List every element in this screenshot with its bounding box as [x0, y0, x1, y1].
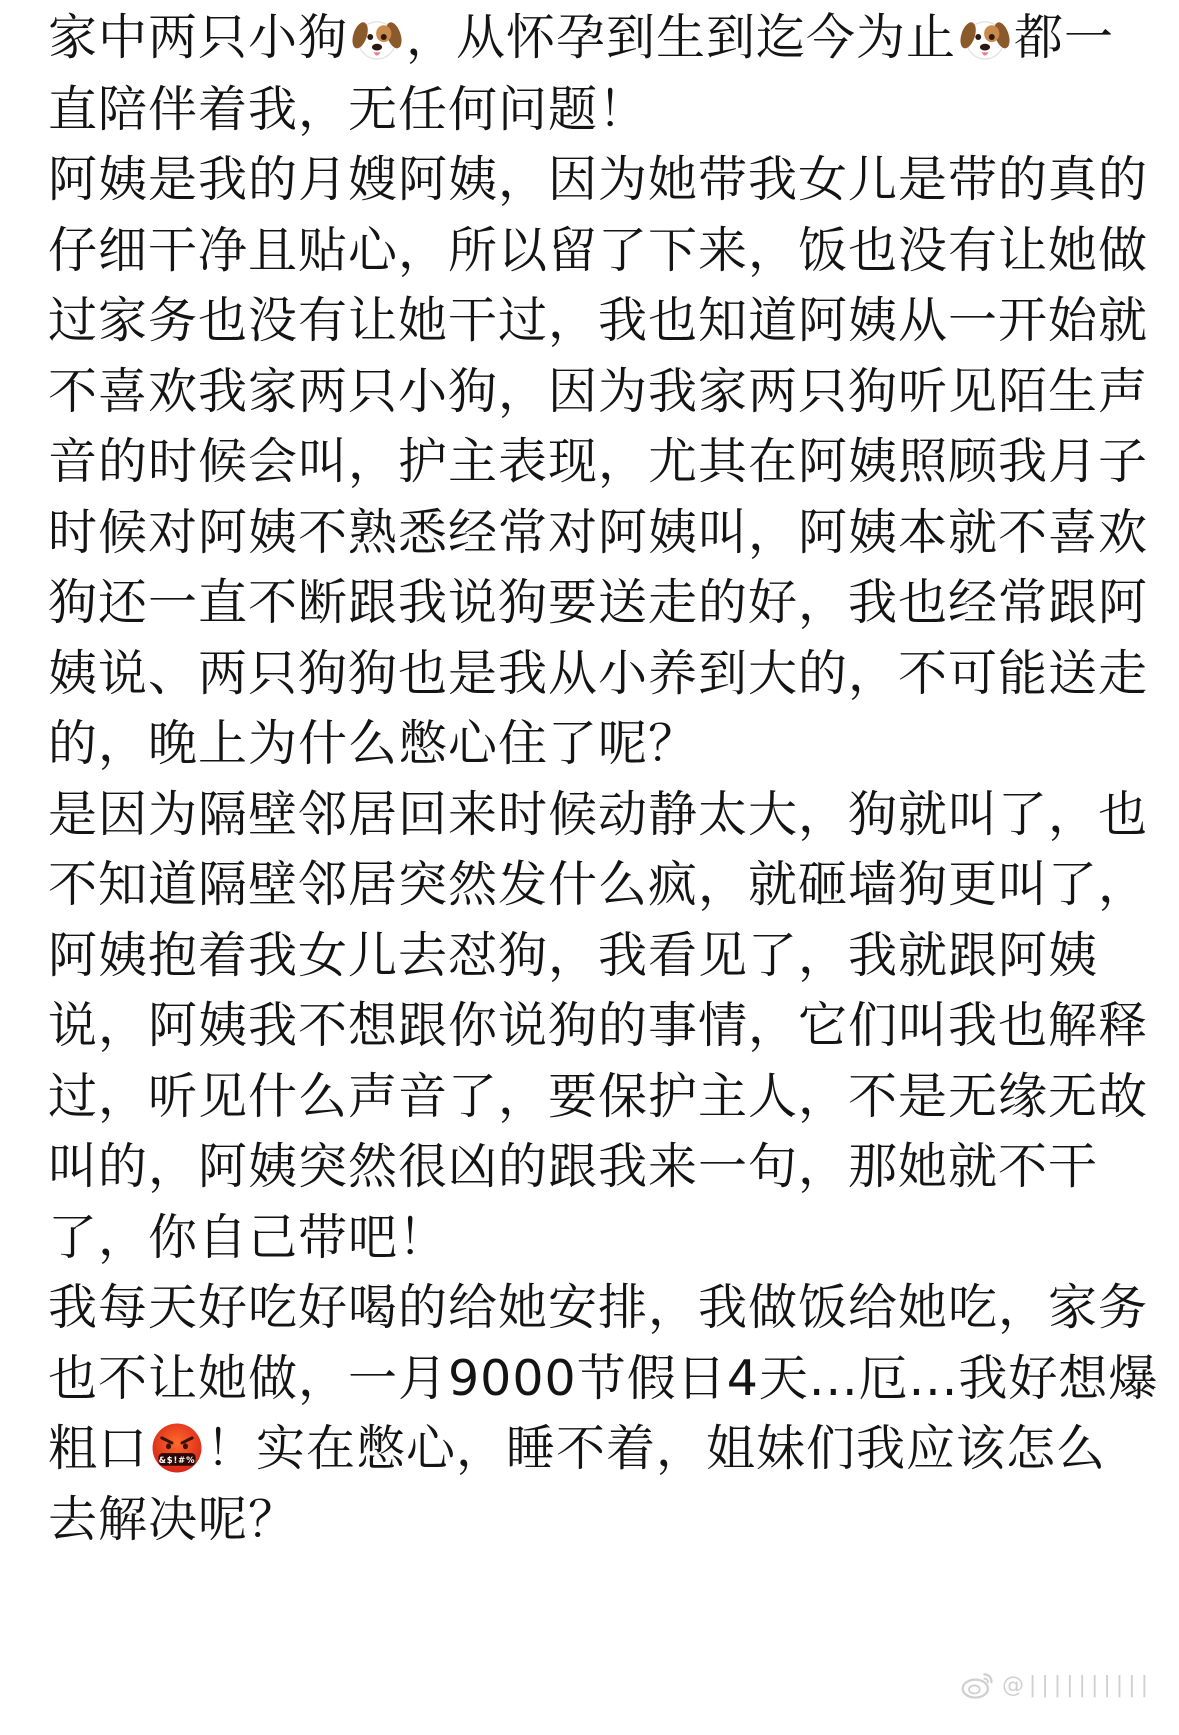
- watermark-text: @ | | | | | | | | | |: [1001, 1672, 1147, 1698]
- text-line-12: [48, 783, 1148, 847]
- text-line-10: [48, 642, 1148, 706]
- text-line-1: [48, 6, 1114, 70]
- text-segment: 过家务也没有让她干过，我也知道阿姨从一开始就: [48, 292, 1149, 349]
- text-segment: ！实在憋心，睡不着，姐妹们我应该怎么: [206, 1420, 1107, 1477]
- text-segment: 我每天好吃好喝的给她安排，我做饭给她吃，家务: [48, 1279, 1149, 1336]
- text-segment: 都一: [1014, 9, 1115, 66]
- text-line-2: [48, 78, 648, 142]
- text-segment: 阿姨抱着我女儿去怼狗，我看见了，我就跟阿姨: [48, 927, 1099, 984]
- text-segment: 的，晚上为什么憋心住了呢？: [48, 715, 699, 772]
- text-line-7: [48, 430, 1148, 494]
- text-segment: 仔细干净且贴心，所以留了下来，饭也没有让她做: [48, 222, 1149, 279]
- text-line-11: [48, 712, 698, 776]
- text-segment: 粗口: [48, 1420, 149, 1477]
- text-segment: 狗还一直不断跟我说狗要送走的好，我也经常跟阿: [48, 574, 1149, 631]
- text-segment: 了，你自己带吧！: [48, 1209, 449, 1266]
- text-segment: 叫的，阿姨突然很凶的跟我来一句，那她就不干: [48, 1138, 1099, 1195]
- text-line-5: [48, 289, 1148, 353]
- weibo-logo-icon: [960, 1667, 996, 1703]
- angry-symbols-text: &$!#%: [158, 1454, 196, 1465]
- text-segment: ，从怀孕到生到迄今为止: [406, 9, 957, 66]
- text-segment: 时候对阿姨不熟悉经常对阿姨叫，阿姨本就不喜欢: [48, 504, 1149, 561]
- text-segment: 姨说、两只狗狗也是我从小养到大的，不可能送走: [48, 645, 1149, 702]
- text-line-20: [48, 1347, 1158, 1411]
- text-line-14: [48, 924, 1098, 988]
- text-line-8: [48, 501, 1148, 565]
- text-segment: 不喜欢我家两只小狗，因为我家两只狗听见陌生声: [48, 363, 1149, 420]
- text-line-19: [48, 1276, 1148, 1340]
- text-segment: 也不让她做，一月9000节假日4天...厄...我好想爆: [48, 1350, 1159, 1407]
- text-segment: 不知道隔壁邻居突然发什么疯，就砸墙狗更叫了，: [48, 856, 1149, 913]
- face-with-symbols-on-mouth-emoji-icon: [150, 1421, 204, 1475]
- text-segment: 家中两只小狗: [48, 9, 349, 66]
- text-line-22: [48, 1488, 298, 1552]
- text-line-16: [48, 1065, 1148, 1129]
- text-line-15: [48, 994, 1148, 1058]
- text-line-4: [48, 219, 1148, 283]
- dog-face-emoji-icon: [350, 10, 404, 64]
- text-segment: 过，听见什么声音了，要保护主人，不是无缘无故: [48, 1068, 1149, 1125]
- dog-face-emoji-icon: [958, 10, 1012, 64]
- text-line-9: [48, 571, 1148, 635]
- text-segment: 阿姨是我的月嫂阿姨，因为她带我女儿是带的真的: [48, 151, 1149, 208]
- text-line-21: [48, 1417, 1106, 1481]
- text-line-6: [48, 360, 1148, 424]
- text-line-3: [48, 148, 1148, 212]
- text-segment: 直陪伴着我，无任何问题！: [48, 81, 649, 138]
- weibo-watermark: [960, 1665, 1147, 1705]
- text-line-18: [48, 1206, 448, 1270]
- text-line-13: [48, 853, 1148, 917]
- text-segment: 说，阿姨我不想跟你说狗的事情，它们叫我也解释: [48, 997, 1149, 1054]
- text-segment: 去解决呢？: [48, 1491, 299, 1548]
- text-segment: 是因为隔壁邻居回来时候动静太大，狗就叫了，也: [48, 786, 1149, 843]
- text-line-17: [48, 1135, 1098, 1199]
- text-segment: 音的时候会叫，护主表现，尤其在阿姨照顾我月子: [48, 433, 1149, 490]
